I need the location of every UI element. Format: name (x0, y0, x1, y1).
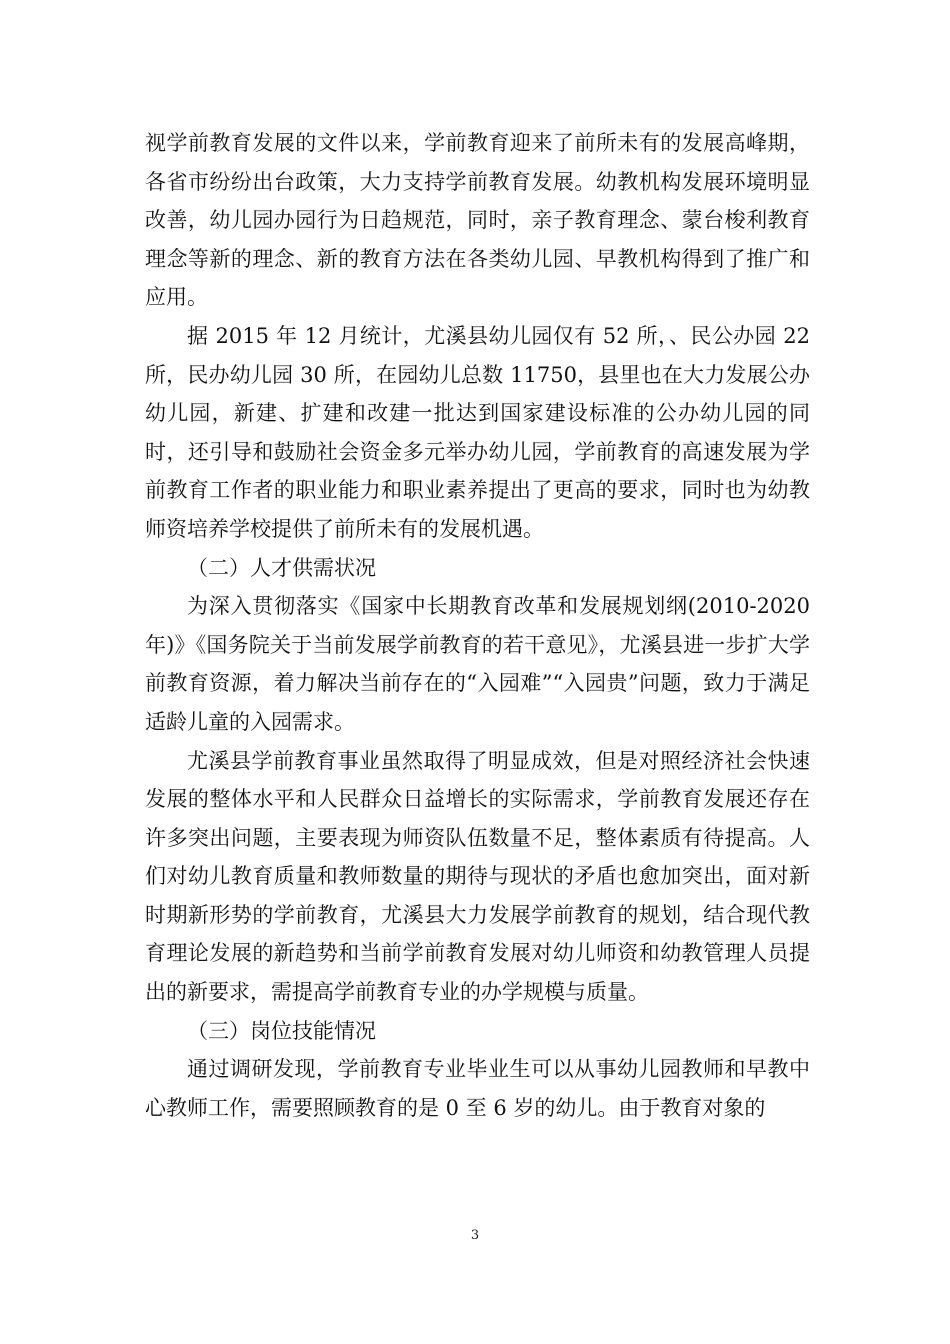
paragraph-policy: 为深入贯彻落实《国家中长期教育改革和发展规划纲(2010-2020年)》《国务院关于当前发展学前教育的若干意见》，尤溪县进一步扩大学前教育资源，着力解决当前存在的“入园难”“入园贵”问题，致力于满足适龄儿童的入园需求。 (145, 594, 810, 734)
section-heading-supply-demand: （二）人才供需状况 (187, 555, 376, 580)
paragraph-survey: 通过调研发现，学前教育专业毕业生可以从事幼儿园教师和早教中心教师工作，需要照顾教育的是 0 至 6 岁的幼儿。由于教育对象的 (145, 1057, 810, 1120)
paragraph-problems: 尤溪县学前教育事业虽然取得了明显成效，但是对照经济社会快速发展的整体水平和人民群众日益增长的实际需求，学前教育发展还存在许多突出问题，主要表现为师资队伍数量不足，整体素质有待提高。人们对幼儿教育质量和教师数量的期待与现状的矛盾也愈加突出，面对新时期新形势的学前教育，尤溪县大力发展学前教育的规划，结合现代教育理论发展的新趋势和当前学前教育发展对幼儿师资和幼教管理人员提出的新要求，需提高学前教育专业的办学规模与质量。 (145, 748, 810, 1005)
paragraph-statistics: 据 2015 年 12 月统计，尤溪县幼儿园仅有 52 所，、民公办园 22 所，民办幼儿园 30 所，在园幼儿总数 11750，县里也在大力发展公办幼儿园，新建、扩建和改建一批达到国家建设标准的公办幼儿园的同时，还引导和鼓励社会资金多元举办幼儿园，学前教育的高速发展为学前教育工作者的职业能力和职业素养提出了更高的要求，同时也为幼教师资培养学校提供了前所未有的发展机遇。 (145, 323, 817, 541)
paragraph-continuation: 视学前教育发展的文件以来，学前教育迎来了前所未有的发展高峰期，各省市纷纷出台政策，大力支持学前教育发展。幼教机构发展环境明显改善，幼儿园办园行为日趋规范，同时，亲子教育理念、蒙台梭利教育理念等新的理念、新的教育方法在各类幼儿园、早教机构得到了推广和应用。 (145, 131, 810, 310)
page-number: 3 (470, 1228, 480, 1243)
document-body (145, 124, 817, 1127)
section-heading-job-skills: （三）岗位技能情况 (187, 1018, 376, 1043)
